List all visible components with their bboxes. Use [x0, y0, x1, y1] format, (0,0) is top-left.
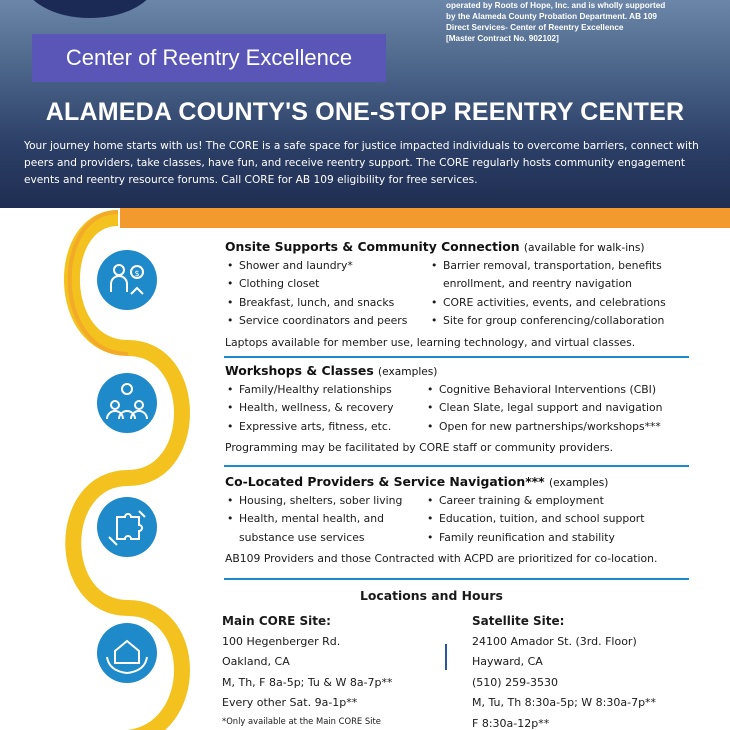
- section-title: [225, 363, 715, 378]
- section-divider: [224, 356, 689, 358]
- list-item: • Health, wellness, & recovery: [225, 399, 425, 417]
- workshop-group-icon: [97, 373, 157, 433]
- section-subtitle: (available for walk-ins): [523, 242, 645, 254]
- satellite-site-address: 24100 Amador St. (3rd. Floor): [472, 634, 637, 648]
- main-site-block: [222, 611, 393, 728]
- satellite-site-hours: M, Tu, Th 8:30a-5p; W 8:30a-7p**: [472, 696, 657, 709]
- section-subtitle: (examples): [378, 366, 438, 378]
- list-item: • Clothing closet: [225, 275, 429, 293]
- main-site-hours: M, Th, F 8a-5p; Tu & W 8a-7p**: [222, 675, 393, 689]
- locations-divider: [445, 644, 447, 670]
- list-item: • Clean Slate, legal support and navigation: [425, 399, 662, 417]
- program-name-badge: Center of Reentry Excellence: [32, 34, 386, 82]
- list-item: • Shower and laundry*: [225, 257, 429, 275]
- list-item: • Health, mental health, and: [225, 510, 425, 528]
- onsite-supports-section: [225, 239, 715, 349]
- list-item: • Career training & employment: [425, 492, 644, 510]
- bullet-list-left: [225, 492, 425, 547]
- satellite-site-block: [472, 611, 656, 730]
- section-divider: [224, 465, 689, 467]
- bullet-list-left: [225, 381, 425, 436]
- list-item: • Site for group conferencing/collaboration: [429, 312, 666, 330]
- list-item: • Breakfast, lunch, and snacks: [225, 294, 429, 312]
- satellite-site-city: Hayward, CA: [472, 655, 543, 668]
- section-note: Programming may be facilitated by CORE staff or community providers.: [225, 441, 614, 455]
- list-item: • Cognitive Behavioral Interventions (CBI): [425, 381, 662, 399]
- section-title-text: Workshops & Classes: [225, 363, 374, 378]
- list-item: • Expressive arts, fitness, etc.: [225, 418, 425, 436]
- core-logo-graphic: [20, 0, 380, 20]
- funding-note-line: Direct Services- Center of Reentry Excellence: [446, 23, 624, 32]
- funding-note: [446, 0, 726, 44]
- section-note: AB109 Providers and those Contracted with ACPD are prioritized for co-location.: [225, 552, 658, 566]
- section-title: [225, 239, 715, 254]
- section-note: Laptops available for member use, learning technology, and virtual classes.: [225, 335, 636, 349]
- main-site-heading: Main CORE Site:: [222, 614, 331, 628]
- section-subtitle: (examples): [548, 477, 609, 489]
- main-site-footnote: *Only available at the Main CORE Site: [222, 715, 381, 726]
- workshops-section: [225, 363, 715, 454]
- list-item: • Housing, shelters, sober living: [225, 492, 425, 510]
- funding-note-line: operated by Roots of Hope, Inc. and is wholly supported: [446, 1, 666, 10]
- funding-note-line: by the Alameda County Probation Department. AB 109: [446, 12, 657, 21]
- funding-note-line: [Master Contract No. 902102]: [446, 34, 559, 43]
- bullet-list-right: [425, 492, 644, 547]
- bullet-list-right: [429, 257, 666, 331]
- svg-text:$: $: [134, 269, 140, 278]
- list-item-continuation: substance use services: [239, 530, 365, 544]
- list-item: • Family reunification and stability: [425, 529, 644, 547]
- list-item-continuation: enrollment, and reentry navigation: [443, 277, 632, 291]
- section-title-text: Co-Located Providers & Service Navigation***: [225, 474, 545, 489]
- header-banner: [0, 0, 730, 208]
- main-site-address: 100 Hegenberger Rd.: [222, 634, 341, 648]
- list-item: • Family/Healthy relationships: [225, 381, 425, 399]
- satellite-site-friday-hours: F 8:30a-12p**: [472, 716, 550, 730]
- intro-paragraph: Your journey home starts with us! The CORE is a safe space for justice impacted individuals to overcome barriers, connect with peers and providers, take classes, have fun, and receive reentry support. The CORE regularly hosts community engagement events and reentry resource forums. Call CORE for AB 109 eligibility for free services.: [24, 140, 699, 186]
- home-hands-icon: [97, 623, 157, 683]
- section-title: [225, 474, 715, 489]
- list-item: • Service coordinators and peers: [225, 312, 429, 330]
- list-item: • Education, tuition, and school support: [425, 510, 644, 528]
- main-title: ALAMEDA COUNTY'S ONE-STOP REENTRY CENTER: [45, 98, 685, 126]
- bullet-list-right: [425, 381, 662, 436]
- satellite-site-phone[interactable]: (510) 259-3530: [472, 675, 559, 689]
- bullet-list-left: [225, 257, 429, 331]
- list-item: • Barrier removal, transportation, benefits: [429, 257, 666, 275]
- people-support-icon: [97, 250, 157, 310]
- main-site-city: Oakland, CA: [222, 655, 290, 668]
- list-item: • CORE activities, events, and celebrations: [429, 294, 666, 312]
- puzzle-hands-icon: [97, 497, 157, 557]
- list-item: • Open for new partnerships/workshops***: [425, 418, 662, 436]
- section-title-text: Onsite Supports & Community Connection: [225, 239, 520, 254]
- section-divider: [224, 578, 689, 580]
- main-site-saturday-hours: Every other Sat. 9a-1p**: [222, 696, 358, 709]
- locations-title: Locations and Hours: [360, 588, 503, 603]
- co-located-providers-section: [225, 474, 715, 565]
- satellite-site-heading: Satellite Site:: [472, 614, 565, 628]
